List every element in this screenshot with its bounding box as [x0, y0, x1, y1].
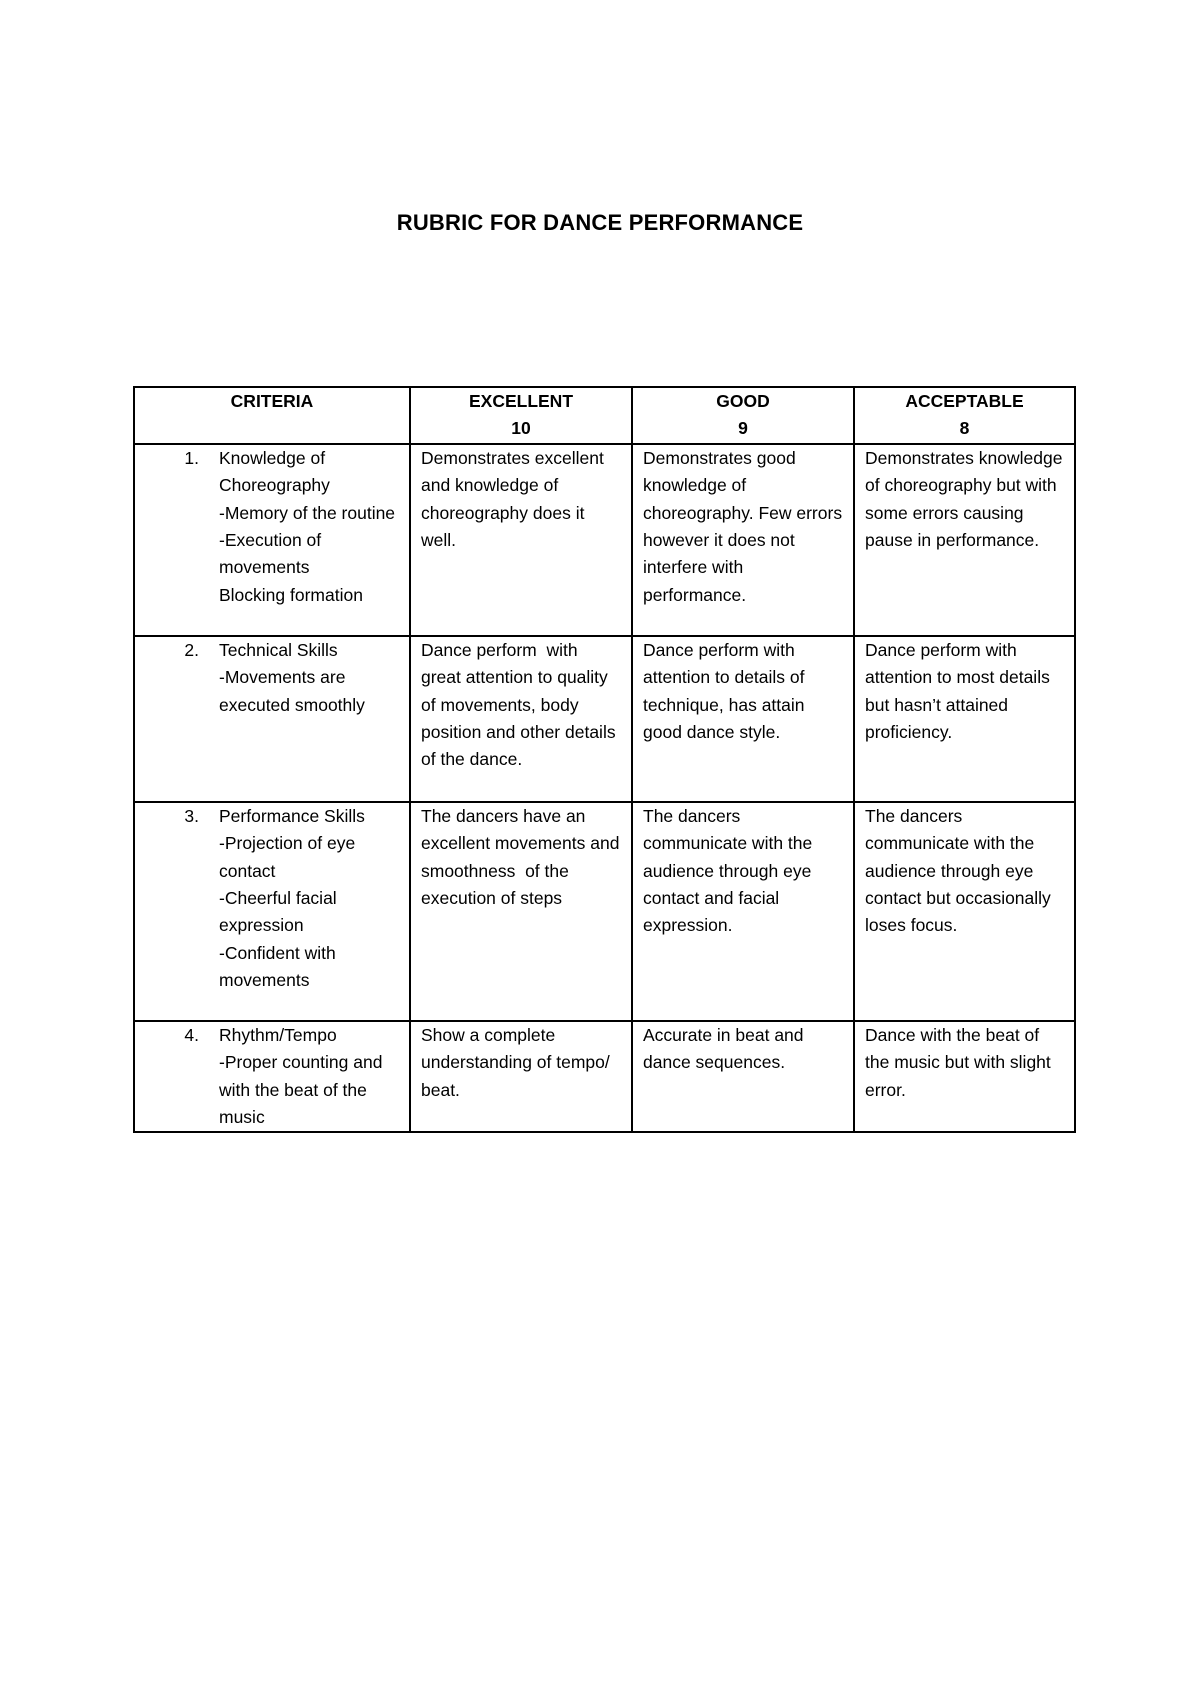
good-cell: The dancers communicate with the audience through eye contact and facial expression.: [632, 802, 854, 1021]
table-row: [134, 636, 1075, 802]
excellent-cell: Demonstrates excellent and knowledge of choreography does it well.: [410, 444, 632, 636]
table-row: [134, 1021, 1075, 1133]
header-label: EXCELLENT: [468, 391, 574, 411]
criteria-line: Knowledge of Choreography: [219, 447, 330, 496]
criteria-cell: [134, 802, 410, 1021]
header-label: GOOD: [716, 391, 770, 411]
criteria-line: Technical Skills: [219, 639, 338, 660]
criteria-line: Rhythm/Tempo: [219, 1024, 337, 1045]
criteria-number: 3.: [184, 805, 199, 826]
rubric-table: [133, 386, 1076, 1133]
table-row: [134, 802, 1075, 1021]
header-score: 8: [959, 418, 970, 439]
acceptable-cell: Dance with the beat of the music but with slight error.: [854, 1021, 1075, 1133]
good-cell: Demonstrates good knowledge of choreography. Few errors however it does not interfere with performance.: [632, 444, 854, 636]
header-score: 10: [511, 418, 531, 439]
criteria-cell: [134, 444, 410, 636]
excellent-cell: Dance perform with great attention to quality of movements, body position and other details of the dance.: [410, 636, 632, 802]
header-label: CRITERIA: [230, 391, 314, 411]
criteria-line: -Memory of the routine: [219, 502, 396, 523]
criteria-cell: [134, 1021, 410, 1133]
criteria-line: Blocking formation: [219, 584, 363, 605]
header-row: [134, 387, 1075, 444]
header-label: ACCEPTABLE: [905, 391, 1024, 411]
criteria-line: -Proper counting and with the beat of the music: [219, 1052, 383, 1128]
criteria-number: 2.: [184, 639, 199, 660]
acceptable-cell: Demonstrates knowledge of choreography but with some errors causing pause in performance.: [854, 444, 1075, 636]
criteria-line: -Cheerful facial expression: [219, 888, 337, 936]
criteria-line: -Movements are executed smoothly: [219, 667, 365, 715]
criteria-line: Performance Skills: [219, 805, 365, 826]
good-cell: Accurate in beat and dance sequences.: [632, 1021, 854, 1133]
criteria-line: -Confident with movements: [219, 942, 336, 991]
good-cell: Dance perform with attention to details of technique, has attain good dance style.: [632, 636, 854, 802]
header-criteria: [134, 387, 410, 444]
header-excellent: [410, 387, 632, 444]
table-row: [134, 444, 1075, 636]
acceptable-cell: Dance perform with attention to most details but hasn’t attained proficiency.: [854, 636, 1075, 802]
excellent-cell: The dancers have an excellent movements and smoothness of the execution of steps: [410, 802, 632, 1021]
criteria-line: -Execution of movements: [219, 530, 322, 578]
header-good: [632, 387, 854, 444]
criteria-number: 4.: [184, 1024, 199, 1045]
criteria-number: 1.: [184, 447, 199, 468]
header-score: 9: [738, 418, 748, 439]
criteria-cell: [134, 636, 410, 802]
header-acceptable: [854, 387, 1075, 444]
excellent-cell: Show a complete understanding of tempo/ beat.: [410, 1021, 632, 1133]
acceptable-cell: The dancers communicate with the audience through eye contact but occasionally loses focus.: [854, 802, 1075, 1021]
criteria-line: -Projection of eye contact: [219, 833, 356, 881]
page-title: RUBRIC FOR DANCE PERFORMANCE: [396, 210, 804, 235]
